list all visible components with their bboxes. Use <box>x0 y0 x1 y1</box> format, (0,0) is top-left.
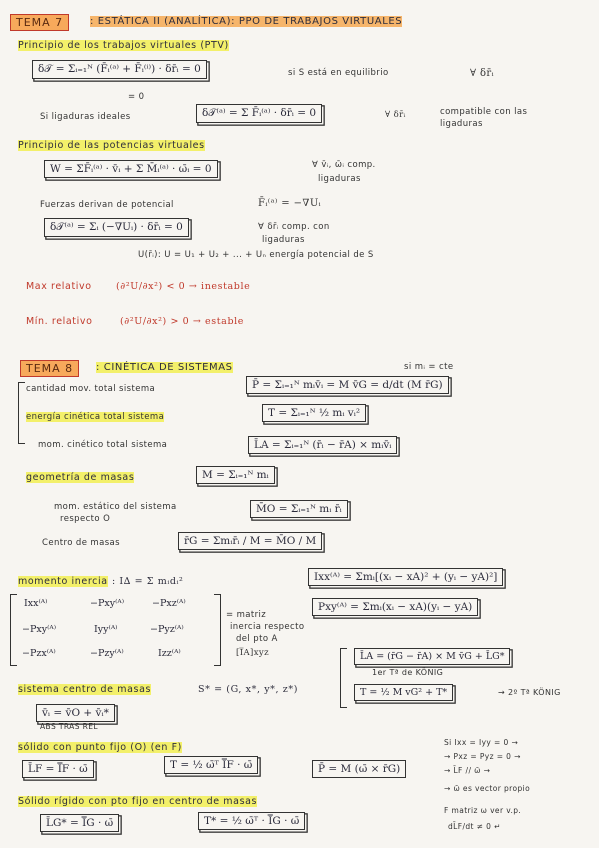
max-formula: (∂²U/∂x²) < 0 → inestable <box>116 281 251 292</box>
ptv-heading: Principio de los trabajos virtuales (PTV) <box>18 40 229 51</box>
energia-line: U(r̄ᵢ): U = U₁ + U₂ + ... + Uₙ energía potencial de S <box>138 250 374 260</box>
rigido-label: Sólido rígido con pto fijo en centro de masas <box>18 796 258 807</box>
cm-formula: P̄ = Σᵢ₌₁ᴺ mᵢv̄ᵢ = M v̄G = d/dt (M r̄G) <box>246 376 449 394</box>
min-formula: (∂²U/∂x²) > 0 → estable <box>120 316 244 327</box>
rigido-f2: T* = ½ ω̄ᵀ · I̿G · ω̄ <box>198 812 305 830</box>
solido-f1: L̄F = I̿F · ω̄ <box>22 760 94 778</box>
side-note: → L̄F // ω̄ → <box>444 766 491 775</box>
matrix-note3: del pto A <box>236 634 278 644</box>
centro-formula: r̄G = Σmᵢr̄ᵢ / M = M̄O / M <box>178 532 322 550</box>
cm-note: si mᵢ = cte <box>404 362 454 372</box>
matrix-cell: −Pxy⁽ᴬ⁾ <box>90 598 125 609</box>
matrix-cell: −Pyz⁽ᴬ⁾ <box>150 624 184 635</box>
matrix-note1: = matriz <box>226 610 267 620</box>
konig2-formula: T = ½ M vG² + T* <box>354 684 453 701</box>
matrix-note4: [I̿A]xyz <box>236 648 270 658</box>
potencias-formula: W = ΣF̄ᵢ⁽ᵃ⁾ · v̄ᵢ + Σ M̄ᵢ⁽ᵃ⁾ · ω̄ᵢ = 0 <box>44 160 218 178</box>
inercia-label: momento inercia <box>18 576 108 587</box>
ligaduras-formula: δ𝒯⁽ᵃ⁾ = Σ F̄ᵢ⁽ᵃ⁾ · δr̄ᵢ = 0 <box>196 104 322 123</box>
potencias-heading: Principio de las potencias virtuales <box>18 140 205 151</box>
konig1-formula: L̄A = (r̄G − r̄A) × M v̄G + L̄G* <box>354 648 510 665</box>
matrix-note2: inercia respecto <box>230 622 305 632</box>
matrix-cell: −Pzy⁽ᴬ⁾ <box>90 648 124 659</box>
min-label: Mín. relativo <box>26 316 93 327</box>
side-note: Si Ixx = Iyy = 0 → <box>444 738 519 747</box>
konig2-note: → 2º Tª KÖNIG <box>498 688 561 697</box>
solido-f2: T = ½ ω̄ᵀ I̿F · ω̄ <box>164 756 258 774</box>
mom-est-formula: M̄O = Σᵢ₌₁ᴺ mᵢ r̄ᵢ <box>250 500 348 518</box>
matrix-left-bracket <box>10 594 17 666</box>
pxy-formula: Pxy⁽ᴬ⁾ = Σmᵢ(xᵢ − xA)(yᵢ − yA) <box>312 598 478 616</box>
solido-f3: P̄ = M (ω̄ × r̄G) <box>312 760 406 778</box>
abs-formula: v̄ᵢ = v̄O + v̄ᵢ* <box>36 704 115 722</box>
side-note: F matriz ω ver v.p. <box>444 806 522 815</box>
scm-formula: S* = (G, x*, y*, z*) <box>198 684 299 695</box>
side-note: → ω̄ es vector propio <box>444 784 531 793</box>
matrix-right-bracket <box>214 594 221 666</box>
ec-formula: T = Σᵢ₌₁ᴺ ½ mᵢ vᵢ² <box>262 404 366 422</box>
scm-label: sistema centro de masas <box>18 684 152 695</box>
geo-formula: M = Σᵢ₌₁ᴺ mᵢ <box>196 466 275 484</box>
mom-est-label1: mom. estático del sistema <box>54 502 177 512</box>
konig1-note: 1er Tª de KÖNIG <box>372 668 444 677</box>
potencias-note1: ∀ v̄ᵢ, ω̄ᵢ comp. <box>312 160 376 170</box>
fuerzas-formula: F̄ᵢ⁽ᵃ⁾ = −∇Uᵢ <box>258 198 322 209</box>
mc-formula: L̄A = Σᵢ₌₁ᴺ (r̄ᵢ − r̄A) × mᵢv̄ᵢ <box>248 436 397 454</box>
ec-label: energía cinética total sistema <box>26 412 165 422</box>
solido-label: sólido con punto fijo (O) (en F) <box>18 742 182 753</box>
fuerzas-note1: ∀ δr̄ᵢ comp. con <box>258 222 330 232</box>
matrix-cell: Iyy⁽ᴬ⁾ <box>94 624 118 635</box>
ligaduras-forall: ∀ δr̄ᵢ <box>385 110 406 120</box>
mom-est-label2: respecto O <box>60 514 111 524</box>
fuerzas-note2: ligaduras <box>262 235 305 245</box>
matrix-cell: Ixx⁽ᴬ⁾ <box>24 598 48 609</box>
geo-label: geometría de masas <box>26 472 135 483</box>
ptv-formula: δ𝒯 = Σᵢ₌₁ᴺ (F̄ᵢ⁽ᵃ⁾ + F̄ᵢ⁽ⁱ⁾) · δr̄ᵢ = 0 <box>32 60 207 79</box>
tema8-tag: TEMA 8 <box>20 360 79 377</box>
matrix-cell: −Pzx⁽ᴬ⁾ <box>22 648 56 659</box>
tema7-tag: TEMA 7 <box>10 14 69 31</box>
potencias-note2: ligaduras <box>318 174 361 184</box>
max-label: Max relativo <box>26 281 92 292</box>
mc-label: mom. cinético total sistema <box>38 440 168 450</box>
ptv-forall: ∀ δr̄ᵢ <box>470 68 495 79</box>
centro-label: Centro de masas <box>42 538 120 548</box>
ligaduras-label: Si ligaduras ideales <box>40 112 131 122</box>
ptv-condition: si S está en equilibrio <box>288 68 389 78</box>
ligaduras-note: compatible con las ligaduras <box>440 107 528 129</box>
inercia-formula: : I∆ = Σ mᵢdᵢ² <box>112 576 184 587</box>
abs-note: ABS TRAS REL <box>40 722 98 731</box>
cinetica-bracket <box>18 382 25 444</box>
konig-bracket <box>340 648 347 708</box>
cm-label: cantidad mov. total sistema <box>26 384 156 394</box>
side-note: dL̄F/dt ≠ 0 ↵ <box>448 822 501 831</box>
fuerzas-box: δ𝒯⁽ᵃ⁾ = Σᵢ (−∇Uᵢ) · δr̄ᵢ = 0 <box>44 218 189 237</box>
rigido-f1: L̄G* = I̿G · ω̄ <box>40 814 119 832</box>
matrix-cell: −Pxz⁽ᴬ⁾ <box>152 598 186 609</box>
tema7-title: : ESTÁTICA II (ANALÍTICA): PPO DE TRABAJOS VIRTUALES <box>90 16 403 27</box>
matrix-cell: Izz⁽ᴬ⁾ <box>158 648 181 659</box>
ptv-zero: = 0 <box>128 92 145 102</box>
fuerzas-label: Fuerzas derivan de potencial <box>40 200 174 210</box>
ixx-formula: Ixx⁽ᴬ⁾ = Σmᵢ[(xᵢ − xA)² + (yᵢ − yA)²] <box>308 568 503 586</box>
matrix-cell: −Pxy⁽ᴬ⁾ <box>22 624 57 635</box>
tema8-title: : CINÉTICA DE SISTEMAS <box>96 362 233 373</box>
side-note: → Pxz = Pyz = 0 → <box>444 752 521 761</box>
